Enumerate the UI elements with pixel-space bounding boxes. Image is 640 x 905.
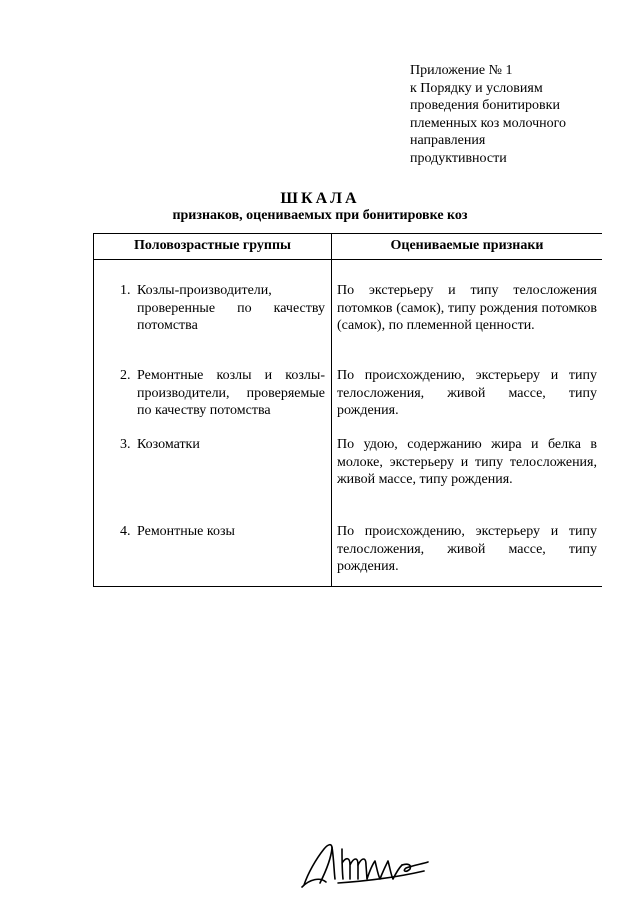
row-group: Ремонтные козлы и козлы-производители, проверяемые по качеству потомства [137, 368, 325, 418]
appendix-line: проведения бонитировки [410, 98, 560, 113]
title-subtitle: признаков, оцениваемых при бонитировке коз [172, 208, 468, 223]
criteria-table [93, 233, 602, 587]
header-divider [94, 259, 602, 260]
row-number: 3. [120, 437, 131, 452]
row-criteria: По происхождению, экстерьеру и типу телосложения, живой массе, типу рождения. [337, 524, 597, 574]
appendix-block [410, 62, 566, 167]
signature-image [298, 835, 443, 890]
appendix-line: племенных коз молочного [410, 115, 567, 131]
appendix-line: продуктивности [410, 150, 507, 166]
appendix-line: к Порядку и условиям [410, 80, 543, 96]
row-group: Козлы-производители, проверенные по качеству потомства [137, 283, 325, 333]
row-criteria: По удою, содержанию жира и белка в молоке, экстерьеру и типу телосложения, живой массе, типу рождения. [337, 437, 597, 487]
document-title [0, 190, 640, 224]
row-number: 2. [120, 368, 131, 383]
row-group: Козоматки [137, 437, 200, 452]
row-number: 1. [120, 283, 131, 298]
appendix-line: Приложение № 1 [410, 63, 513, 78]
row-criteria: По экстерьеру и типу телосложения потомков (самок), типу рождения потомков (самок), по племенной ценности. [337, 283, 597, 333]
header-age-groups: Половозрастные группы [134, 238, 291, 253]
title-main: ШКАЛА [280, 190, 360, 207]
row-number: 4. [120, 524, 131, 539]
row-group: Ремонтные козы [137, 524, 235, 539]
row-criteria: По происхождению, экстерьеру и типу телосложения, живой массе, типу рождения. [337, 368, 597, 418]
appendix-line: направления [410, 133, 486, 148]
column-divider [331, 234, 332, 586]
header-criteria: Оцениваемые признаки [390, 238, 544, 253]
